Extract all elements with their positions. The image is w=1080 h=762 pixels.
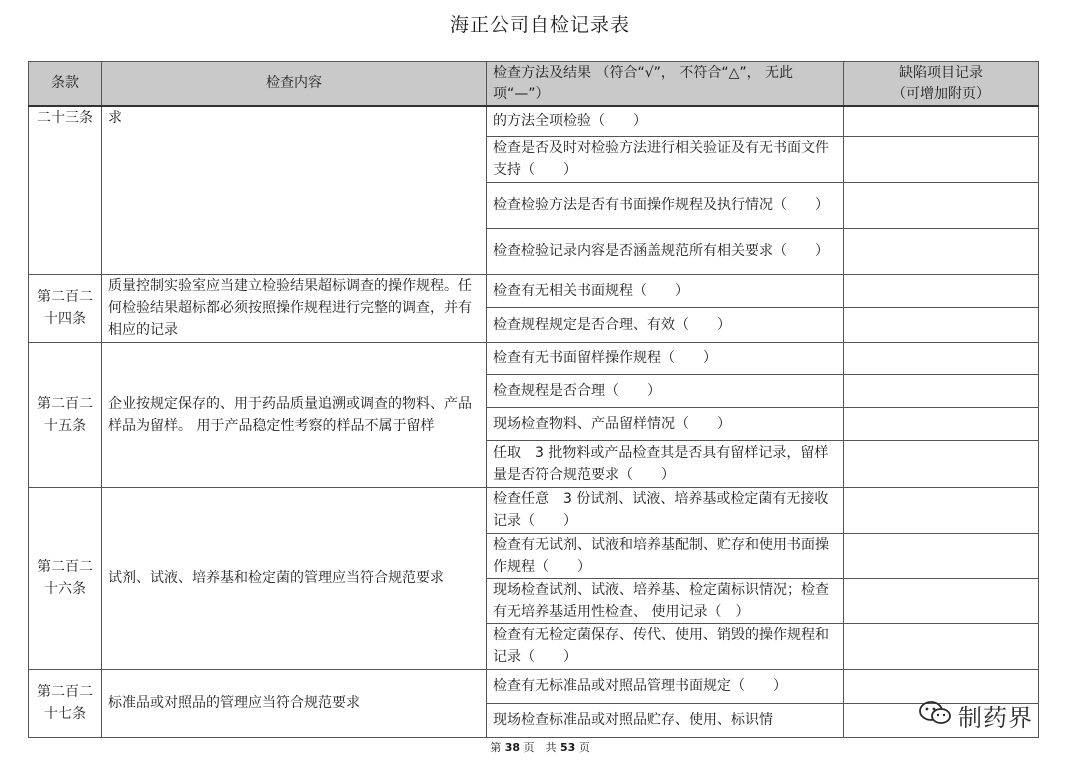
watermark-text: 制药界 <box>958 703 1033 732</box>
header-record <box>844 62 1039 107</box>
method-cell: 现场检查标准品或对照品贮存、使用、标识情 <box>487 703 844 737</box>
page-number: 38 <box>504 741 520 754</box>
method-cell: 检查是否及时对检验方法进行相关验证及有无书面文件支持（ ） <box>487 136 844 182</box>
document-title: 海正公司自检记录表 <box>449 14 630 36</box>
watermark <box>918 697 1033 733</box>
content-cell: 求 <box>102 106 487 274</box>
method-cell: 任取 3 批物料或产品检查其是否具有留样记录，留样量是否符合规范要求（ ） <box>487 440 844 487</box>
clause-cell: 第二百二十七条 <box>29 669 102 737</box>
method-cell: 检查任意 3 份试剂、试液、培养基或检定菌有无接收记录（ ） <box>487 487 844 533</box>
header-record-note: （可增加附页） <box>892 85 990 102</box>
content-cell: 企业按规定保存的、用于药品质量追溯或调查的物料、产品样品为留样。 用于产品稳定性考察的样品不属于留样 <box>102 342 487 487</box>
method-cell: 检查有无书面留样操作规程（ ） <box>487 342 844 374</box>
defect-record-cell[interactable] <box>844 578 1039 623</box>
defect-record-cell[interactable] <box>844 487 1039 533</box>
method-cell: 检查有无相关书面规程（ ） <box>487 274 844 307</box>
defect-record-cell[interactable] <box>844 407 1039 440</box>
header-record-title: 缺陷项目记录 <box>899 64 983 81</box>
method-cell: 检查规程是否合理（ ） <box>487 374 844 407</box>
defect-record-cell[interactable] <box>844 342 1039 374</box>
header-clause: 条款 <box>29 62 102 107</box>
method-cell: 现场检查物料、产品留样情况（ ） <box>487 407 844 440</box>
clause-cell: 第二百二十四条 <box>29 274 102 342</box>
method-cell: 现场检查试剂、试液、培养基、检定菌标识情况；检查有无培养基适用性检查、 使用记录（ ） <box>487 578 844 623</box>
wechat-icon <box>918 699 952 731</box>
method-cell: 检查有无标准品或对照品管理书面规定（ ） <box>487 669 844 703</box>
content-cell: 质量控制实验室应当建立检验结果超标调查的操作规程。任何检验结果超标都必须按照操作规程进行完整的调查，并有相应的记录 <box>102 274 487 342</box>
table-header-row <box>29 62 1039 107</box>
page-footer <box>0 739 1080 755</box>
table-row <box>29 487 1039 533</box>
method-cell: 检查检验方法是否有书面操作规程及执行情况（ ） <box>487 182 844 228</box>
header-method: 检查方法及结果 （符合“√”， 不符合“△”， 无此项“—”） <box>487 62 844 107</box>
clause-cell: 第二百二十六条 <box>29 487 102 669</box>
clause-cell: 第二百二十五条 <box>29 342 102 487</box>
method-cell: 检查规程规定是否合理、有效（ ） <box>487 307 844 342</box>
header-content: 检查内容 <box>102 62 487 107</box>
defect-record-cell[interactable] <box>844 440 1039 487</box>
defect-record-cell[interactable] <box>844 274 1039 307</box>
content-cell: 标准品或对照品的管理应当符合规范要求 <box>102 669 487 737</box>
method-cell: 检查有无试剂、试液和培养基配制、贮存和使用书面操作规程（ ） <box>487 533 844 578</box>
method-cell: 检查检验记录内容是否涵盖规范所有相关要求（ ） <box>487 228 844 274</box>
table-row <box>29 106 1039 136</box>
clause-cell: 二十三条 <box>29 106 102 274</box>
content-cell: 试剂、试液、培养基和检定菌的管理应当符合规范要求 <box>102 487 487 669</box>
self-inspection-table <box>28 61 1039 738</box>
defect-record-cell[interactable] <box>844 623 1039 669</box>
defect-record-cell[interactable] <box>844 228 1039 274</box>
defect-record-cell[interactable] <box>844 307 1039 342</box>
defect-record-cell[interactable] <box>844 374 1039 407</box>
page-label: 第 <box>490 741 502 754</box>
defect-record-cell[interactable] <box>844 106 1039 136</box>
defect-record-cell[interactable] <box>844 182 1039 228</box>
page-total: 53 <box>560 741 576 754</box>
page-end: 页 <box>578 741 590 754</box>
defect-record-cell[interactable] <box>844 533 1039 578</box>
method-cell: 的方法全项检验（ ） <box>487 106 844 136</box>
table-row <box>29 274 1039 307</box>
method-cell: 检查有无检定菌保存、传代、使用、销毁的操作规程和记录（ ） <box>487 623 844 669</box>
defect-record-cell[interactable] <box>844 136 1039 182</box>
page-mid: 页 共 <box>523 741 557 754</box>
table-row <box>29 669 1039 703</box>
table-row <box>29 342 1039 374</box>
